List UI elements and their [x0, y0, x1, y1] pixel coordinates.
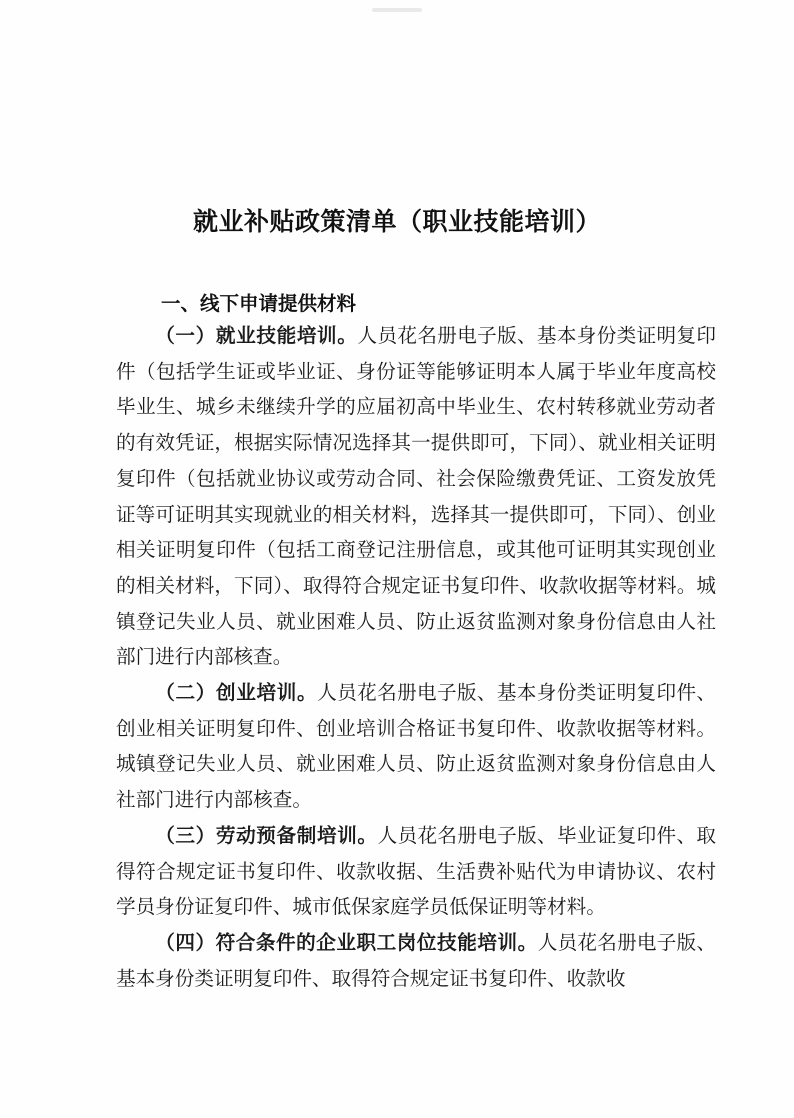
- paragraph-text: 人员花名册电子版、基本身份类证明复印件（包括学生证或毕业证、身份证等能够证明本人属于毕业年度高校毕业生、城乡未继续升学的应届初高中毕业生、农村转移就业劳动者的有效凭证，根据实际情况选择其一提供即可，下同）、就业相关证明复印件（包括就业协议或劳动合同、社会保险缴费凭证、工资发放凭证等可证明其实现就业的相关材料，选择其一提供即可，下同）、创业相关证明复印件（包括工商登记注册信息，或其他可证明其实现创业的相关材料，下同）、取得符合规定证书复印件、收款收据等材料。城镇登记失业人员、就业困难人员、防止返贫监测对象身份信息由人社部门进行内部核查。: [116, 324, 717, 669]
- paragraph-vocational-skills-training: [116, 318, 716, 675]
- document-title: 就业补贴政策清单（职业技能培训）: [192, 207, 601, 236]
- paragraph-text: 人员花名册电子版、基本身份类证明复印件、创业相关证明复印件、创业培训合格证书复印件、收款收据等材料。城镇登记失业人员、就业困难人员、防止返贫监测对象身份信息由人社部门进行内部核查。: [116, 681, 717, 812]
- paragraph-lead: （四）符合条件的企业职工岗位技能培训。: [155, 930, 538, 954]
- paragraph-labor-preparatory-training: [116, 818, 716, 925]
- paragraph-text: 人员花名册电子版、基本身份类证明复印件、取得符合规定证书复印件、收款收: [116, 930, 716, 990]
- paragraph-employee-job-skills-training: [116, 925, 716, 996]
- scan-artifact: [372, 8, 422, 12]
- paragraph-lead: （二）创业培训。: [155, 681, 318, 705]
- document-body: [116, 318, 716, 996]
- paragraph-text: 人员花名册电子版、毕业证复印件、取得符合规定证书复印件、收款收据、生活费补贴代为申请协议、农村学员身份证复印件、城市低保家庭学员低保证明等材料。: [116, 823, 716, 919]
- paragraph-lead: （一）就业技能培训。: [155, 324, 358, 347]
- paragraph-lead: （三）劳动预备制培训。: [155, 823, 378, 847]
- paragraph-entrepreneurship-training: [116, 675, 716, 818]
- section-heading: 一、线下申请提供材料: [161, 292, 357, 315]
